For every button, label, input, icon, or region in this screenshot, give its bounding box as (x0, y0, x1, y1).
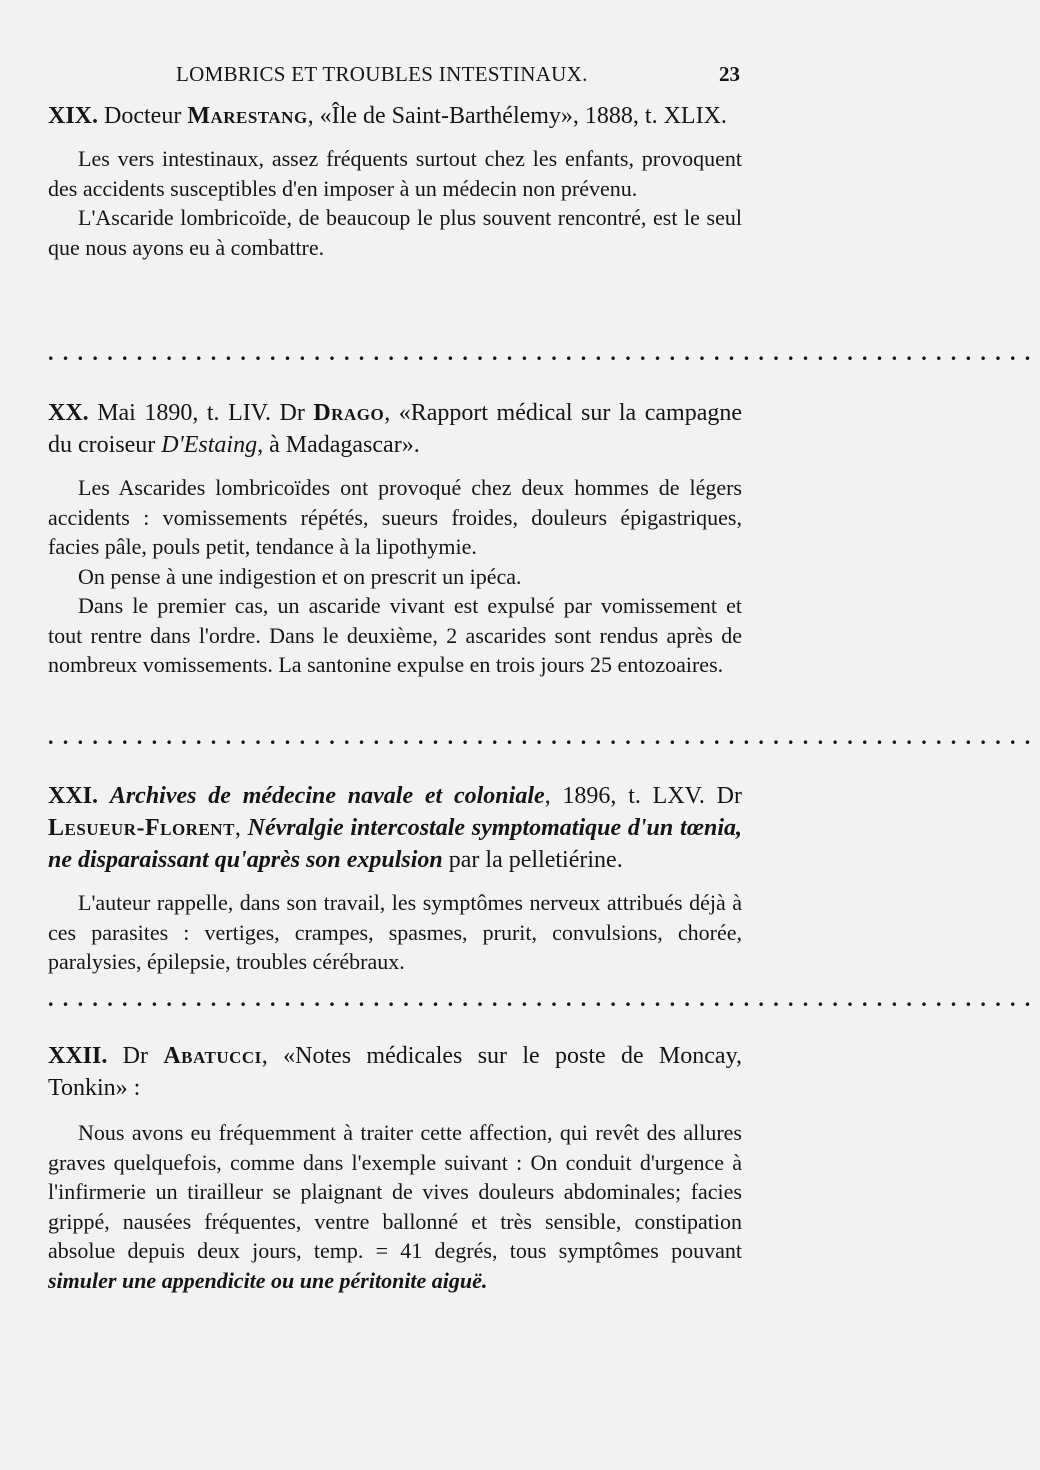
paragraph: On pense à une indigestion et on prescrit un ipéca. (78, 563, 522, 589)
author-name: Abatucci (163, 1043, 262, 1069)
paragraph: L'auteur rappelle, dans son travail, les symptômes nerveux attribués déjà à ces parasites : vertiges, crampes, spasmes, prurit, convulsions, chorée, paralysies, épilepsie, troubles cérébraux. (48, 890, 742, 974)
article-title: Névralgie intercostale symptomatique d'un tœnia, ne disparaissant qu'après son expulsion (48, 815, 742, 873)
page-header (48, 62, 742, 92)
entry-xx (48, 397, 742, 680)
entry-xix (48, 100, 742, 262)
dotted-separator: ................................................................... (48, 724, 1040, 749)
page-number: 23 (719, 62, 740, 86)
entry-heading: XX. Mai 1890, t. LIV. Dr Drago, «Rapport médical sur la campagne du croiseur D'Estaing, à Madagascar». (48, 400, 742, 458)
emphasis-text: simuler une appendicite ou une péritonite aiguë. (48, 1267, 488, 1293)
entry-heading: XIX. Docteur Marestang, «Île de Saint-Barthélemy», 1888, t. XLIX. (48, 103, 727, 129)
entry-xxi (48, 780, 742, 977)
paragraph: Dans le premier cas, un ascaride vivant est expulsé par vomissement et tout rentre dans l'ordre. Dans le deuxième, 2 ascarides sont rendus après de nombreux vomissements. La santonine expulse en trois jours 25 entozoaires. (48, 593, 742, 677)
paragraph: L'Ascaride lombricoïde, de beaucoup le plus souvent rencontré, est le seul que nous ayons eu à combattre. (48, 205, 742, 260)
paragraph: Les Ascarides lombricoïdes ont provoqué chez deux hommes de légers accidents : vomissements répétés, sueurs froides, douleurs épigastriques, facies pâle, pouls petit, tendance à la lipothymie. (48, 475, 742, 559)
author-name: Drago (313, 400, 385, 426)
entry-xxii (48, 1040, 742, 1295)
dotted-separator: ................................................................... (48, 340, 1040, 365)
journal-title: Archives de médecine navale et coloniale (109, 783, 545, 809)
ship-name: D'Estaing (161, 432, 258, 458)
running-head: LOMBRICS ET TROUBLES INTESTINAUX. (176, 62, 588, 86)
dotted-separator: ................................................................... (48, 986, 1040, 1011)
entry-heading: XXI. Archives de médecine navale et coloniale, 1896, t. LXV. Dr Lesueur-Florent, Névralgie intercostale symptomatique d'un tœnia, ne disparaissant qu'après son expulsion par la pelletiérine. (48, 783, 743, 873)
author-name: Lesueur-Florent (48, 815, 235, 841)
author-name: Marestang (187, 103, 308, 129)
paragraph: Les vers intestinaux, assez fréquents surtout chez les enfants, provoquent des accidents susceptibles d'en imposer à un médecin non prévenu. (48, 146, 742, 201)
entry-heading: XXII. Dr Abatucci, «Notes médicales sur le poste de Moncay, Tonkin» : (48, 1043, 743, 1101)
paragraph: Nous avons eu fréquemment à traiter cette affection, qui revêt des allures graves quelquefois, comme dans l'exemple suivant : On conduit d'urgence à l'infirmerie un tirailleur se plaignant de vives douleurs abdominales; facies grippé, nausées fréquentes, ventre ballonné et très sensible, constipation absolue depuis deux jours, temp. = 41 degrés, tous symptômes pouvant simuler une appendicite ou une péritonite aiguë. (48, 1120, 742, 1293)
